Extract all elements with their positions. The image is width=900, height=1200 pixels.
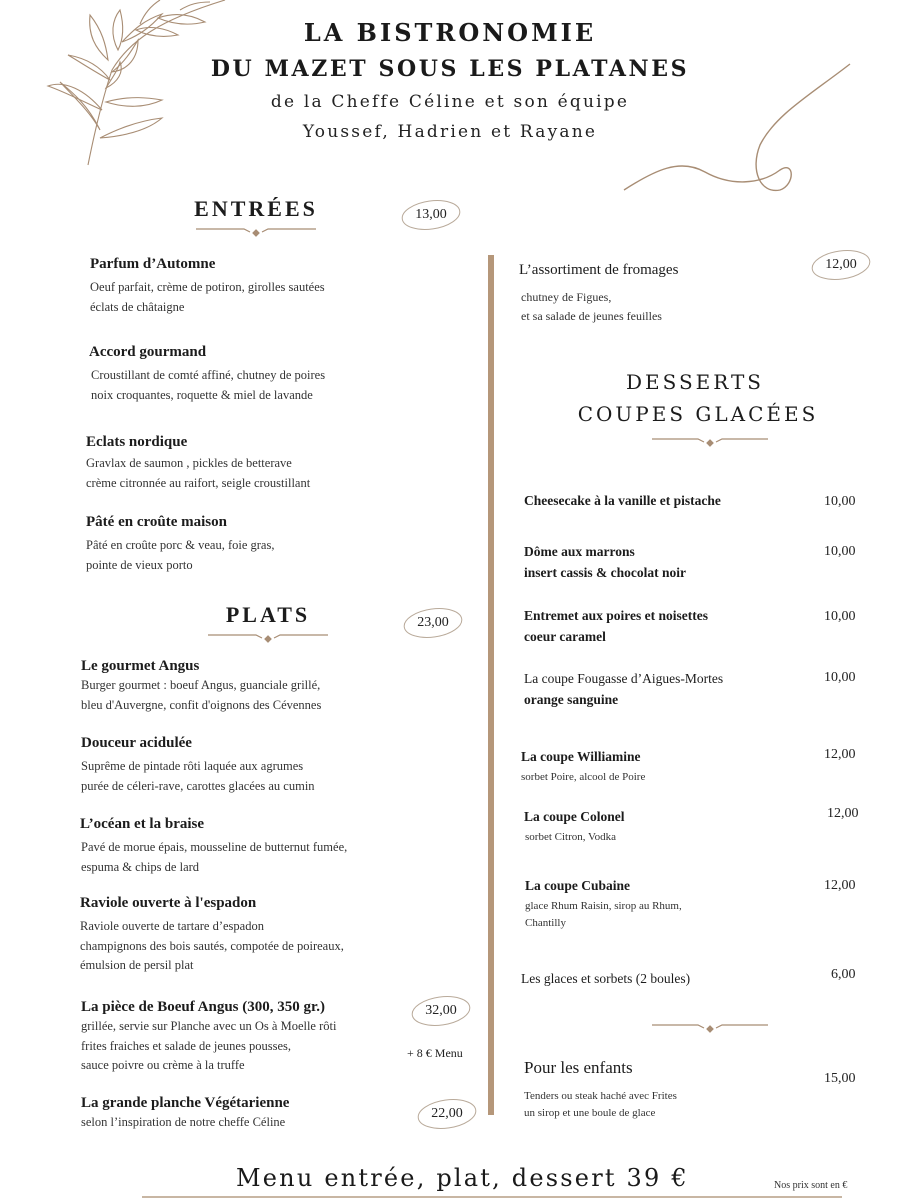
entree-desc-line: Oeuf parfait, crème de potiron, girolles sautées <box>90 280 325 294</box>
desserts-divider <box>652 434 768 448</box>
dessert-item <box>521 968 690 989</box>
plat-name: La grande planche Végétarienne <box>81 1095 290 1111</box>
dessert-price: 10,00 <box>824 494 856 509</box>
chef-line: de la Cheffe Céline et son équipe <box>270 92 630 112</box>
plats-price: 23,00 <box>417 615 449 630</box>
dessert-desc: sorbet Citron, Vodka <box>525 831 616 843</box>
dessert-name-line: orange sanguine <box>524 692 619 707</box>
entree-name: Parfum d’Automne <box>90 256 216 272</box>
dessert-item <box>525 875 682 932</box>
plat-item <box>80 893 344 976</box>
dessert-item <box>524 490 721 511</box>
dessert-desc: Chantilly <box>525 917 566 929</box>
fromages-price-badge <box>810 248 872 282</box>
fromages-item <box>519 260 678 326</box>
plat-name: Le gourmet Angus <box>81 658 200 674</box>
entree-name: Eclats nordique <box>86 434 188 450</box>
enfants-item <box>524 1058 677 1122</box>
dessert-desc: sorbet Poire, alcool de Poire <box>521 771 646 783</box>
plat-desc-line: bleu d'Auvergne, confit d'oignons des Cévennes <box>81 697 322 712</box>
plat-name: La pièce de Boeuf Angus (300, 350 gr.) <box>81 999 326 1015</box>
plat-desc-line: frites fraiches et salade de jeunes pousses, <box>81 1038 291 1053</box>
entree-desc-line: noix croquantes, roquette & miel de lavande <box>91 387 313 402</box>
dessert-item <box>524 668 723 710</box>
column-divider <box>488 255 494 1115</box>
entree-item <box>90 254 325 317</box>
entree-name: Accord gourmand <box>89 344 207 360</box>
restaurant-title-line-1: LA BISTRONOMIE <box>303 18 597 47</box>
entree-name: Pâté en croûte maison <box>86 514 227 530</box>
plats-price-badge <box>402 606 464 640</box>
dessert-name-line: coeur caramel <box>524 629 606 644</box>
plat-desc-line: émulsion de persil plat <box>80 958 194 972</box>
dessert-price: 12,00 <box>824 878 856 893</box>
plats-title: PLATS <box>225 602 311 627</box>
menu-formula: Menu entrée, plat, dessert 39 € <box>236 1164 689 1192</box>
entree-desc-line: crème citronnée au raifort, seigle croustillant <box>86 475 311 490</box>
boeuf-price: 32,00 <box>425 1003 457 1018</box>
dessert-price: 12,00 <box>827 806 859 821</box>
entrees-price: 13,00 <box>415 207 447 222</box>
dessert-name: Les glaces et sorbets (2 boules) <box>521 971 691 986</box>
fromages-desc-line: et sa salade de jeunes feuilles <box>521 309 662 323</box>
dessert-item <box>521 746 645 786</box>
fromages-name: L’assortiment de fromages <box>519 262 679 278</box>
dessert-item <box>524 605 708 647</box>
dessert-price: 10,00 <box>824 544 856 559</box>
plat-desc-line: Suprême de pintade rôti laquée aux agrumes <box>81 759 304 773</box>
plat-desc-line: selon l’inspiration de notre cheffe Céline <box>81 1115 286 1129</box>
fromages-desc-line: chutney de Figues, <box>521 290 612 304</box>
enfants-divider <box>652 1020 768 1034</box>
dessert-price: 6,00 <box>831 967 856 982</box>
dessert-name: Entremet aux poires et noisettes <box>524 608 708 623</box>
desserts-title: DESSERTS <box>625 370 765 394</box>
entree-desc-line: Pâté en croûte porc & veau, foie gras, <box>86 538 275 552</box>
plat-desc-line: grillée, servie sur Planche avec un Os à Moelle rôti <box>81 1019 337 1033</box>
dessert-name: Cheesecake à la vanille et pistache <box>524 493 721 508</box>
dessert-desc: glace Rhum Raisin, sirop au Rhum, <box>525 900 682 912</box>
vegetarienne-price: 22,00 <box>431 1106 463 1121</box>
plat-item <box>81 656 321 715</box>
plat-desc-line: purée de céleri-rave, carottes glacées au cumin <box>81 778 315 793</box>
dessert-name: La coupe Williamine <box>521 749 641 764</box>
dessert-name: La coupe Cubaine <box>525 878 631 893</box>
entree-desc-line: éclats de châtaigne <box>90 299 185 314</box>
plat-name: L’océan et la braise <box>80 816 205 832</box>
plat-item <box>80 814 347 877</box>
plat-desc-line: Raviole ouverte de tartare d’espadon <box>80 919 264 933</box>
fromages-price: 12,00 <box>825 257 857 272</box>
plat-desc-line: espuma & chips de lard <box>81 859 200 874</box>
dessert-name: La coupe Colonel <box>524 809 625 824</box>
entree-item <box>89 342 325 405</box>
entrees-divider <box>196 224 316 238</box>
dessert-price: 10,00 <box>824 609 856 624</box>
restaurant-title-line-2: DU MAZET SOUS LES PLATANES <box>210 56 690 82</box>
entrees-price-badge <box>400 198 462 232</box>
dessert-name-line: insert cassis & chocolat noir <box>524 565 686 580</box>
plat-desc-line: sauce poivre ou crème à la truffe <box>81 1058 245 1072</box>
plats-divider <box>208 630 328 644</box>
team-line: Youssef, Hadrien et Rayane <box>302 122 598 142</box>
dessert-name: Dôme aux marrons <box>524 544 635 559</box>
dessert-name: La coupe Fougasse d’Aigues-Mortes <box>524 671 724 686</box>
entree-item <box>86 512 274 575</box>
entree-desc-line: pointe de vieux porto <box>86 557 193 572</box>
plat-desc-line: champignons des bois sautés, compotée de poireaux, <box>80 938 344 953</box>
plat-item <box>81 997 336 1076</box>
plat-item <box>81 733 315 796</box>
coupes-glacees-title: COUPES GLACÉES <box>577 402 819 426</box>
currency-note: Nos prix sont en € <box>774 1180 848 1191</box>
footer-rule <box>142 1196 842 1198</box>
boeuf-price-badge <box>410 994 472 1028</box>
dessert-price: 12,00 <box>824 747 856 762</box>
enfants-desc-line: un sirop et une boule de glace <box>524 1107 656 1119</box>
enfants-name: Pour les enfants <box>524 1058 633 1077</box>
dessert-item <box>524 806 625 846</box>
plat-item <box>81 1093 289 1133</box>
enfants-desc-line: Tenders ou steak haché avec Frites <box>524 1090 677 1102</box>
plat-name: Douceur acidulée <box>81 735 192 751</box>
dessert-price: 10,00 <box>824 670 856 685</box>
enfants-price: 15,00 <box>824 1071 856 1086</box>
vegetarienne-price-badge <box>416 1097 478 1131</box>
entree-item <box>86 432 310 493</box>
plat-desc-line: Pavé de morue épais, mousseline de butternut fumée, <box>81 840 348 854</box>
entrees-title: ENTRÉES <box>194 196 318 221</box>
entree-desc-line: Gravlax de saumon , pickles de betterave <box>86 456 292 470</box>
boeuf-menu-supplement: + 8 € Menu <box>407 1046 463 1060</box>
dessert-item <box>524 541 686 583</box>
entree-desc-line: Croustillant de comté affiné, chutney de poires <box>91 368 326 382</box>
plat-name: Raviole ouverte à l'espadon <box>80 895 257 911</box>
plat-desc-line: Burger gourmet : boeuf Angus, guanciale grillé, <box>81 678 321 692</box>
